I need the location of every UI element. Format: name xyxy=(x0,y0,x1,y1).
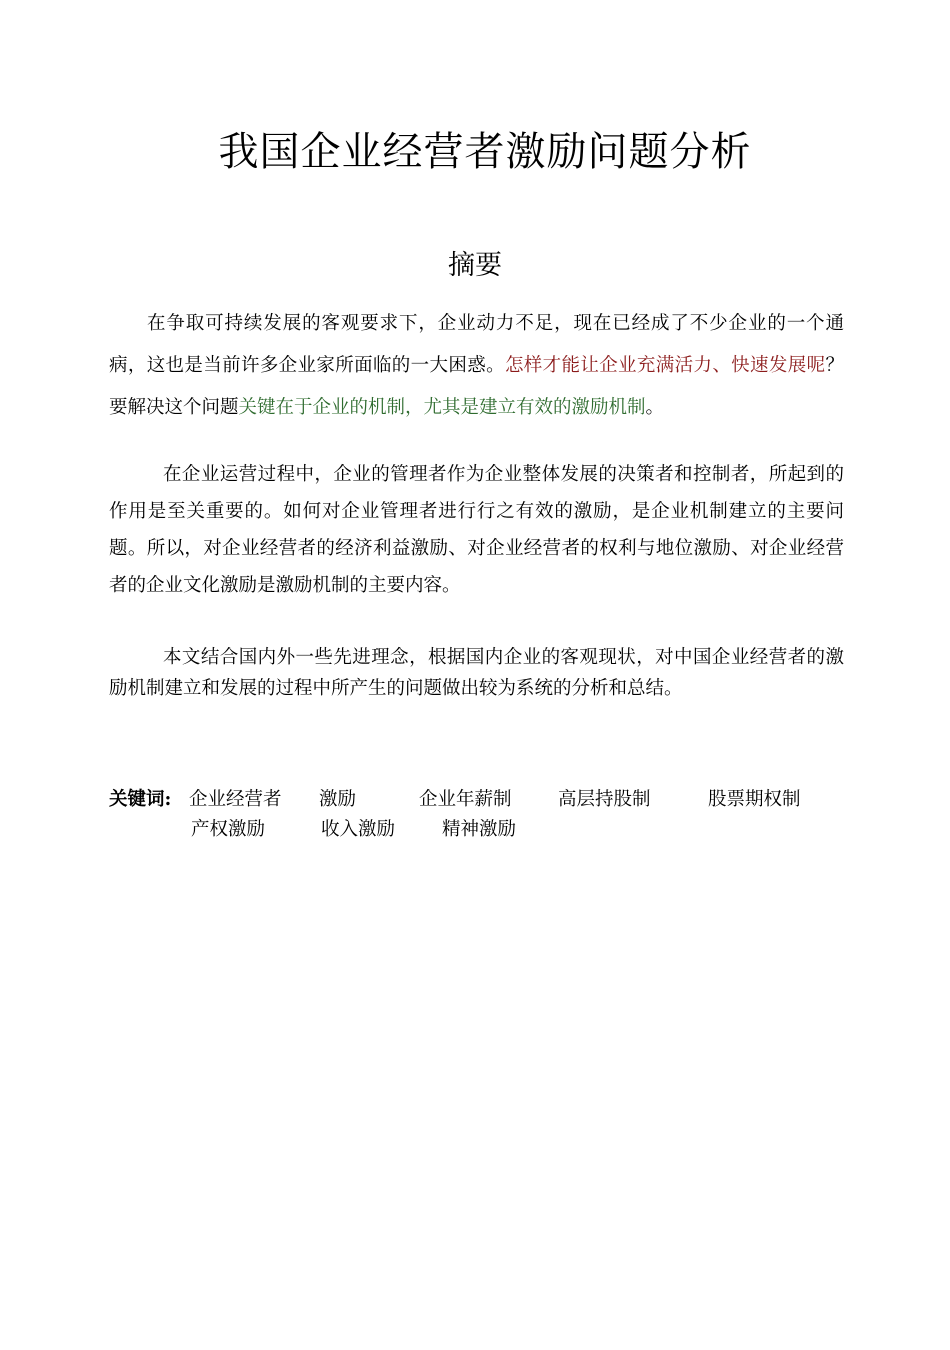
keyword-item: 激励 xyxy=(319,789,357,810)
paragraph-1-text-a: 在争取可持续发展的客观要求下，企业动力不足，现在已经成了不少企业的一个通病，这也是当前许多企业家所面临的一大困惑。 xyxy=(109,313,844,376)
keyword-item: 企业年薪制 xyxy=(419,789,512,810)
paragraph-1-text-b: ？要解决这个问题 xyxy=(109,355,844,418)
keyword-item: 产权激励 xyxy=(191,819,266,840)
highlighted-answer: 关键在于企业的机制，尤其是建立有效的激励机制 xyxy=(238,397,646,418)
keyword-item: 收入激励 xyxy=(321,819,396,840)
abstract-paragraph-1 xyxy=(109,303,844,429)
keyword-item: 高层持股制 xyxy=(558,789,651,810)
keyword-item: 企业经营者 xyxy=(189,789,282,810)
keyword-item: 精神激励 xyxy=(442,819,517,840)
keywords-label: 关键词: xyxy=(109,789,172,810)
paragraph-1-text-c: 。 xyxy=(645,397,665,418)
abstract-paragraph-2: 在企业运营过程中，企业的管理者作为企业整体发展的决策者和控制者，所起到的作用是至关重要的。如何对企业管理者进行行之有效的激励，是企业机制建立的主要问题。所以，对企业经营者的经济利益激励、对企业经营者的权利与地位激励、对企业经营者的企业文化激励是激励机制的主要内容。 xyxy=(109,464,844,596)
abstract-heading: 摘要 xyxy=(448,250,502,281)
abstract-paragraph-3: 本文结合国内外一些先进理念，根据国内企业的客观现状，对中国企业经营者的激励机制建立和发展的过程中所产生的问题做出较为系统的分析和总结。 xyxy=(109,647,844,699)
keyword-item: 股票期权制 xyxy=(708,789,801,810)
document-title: 我国企业经营者激励问题分析 xyxy=(218,129,752,175)
highlighted-question: 怎样才能让企业充满活力、快速发展呢 xyxy=(504,355,826,376)
